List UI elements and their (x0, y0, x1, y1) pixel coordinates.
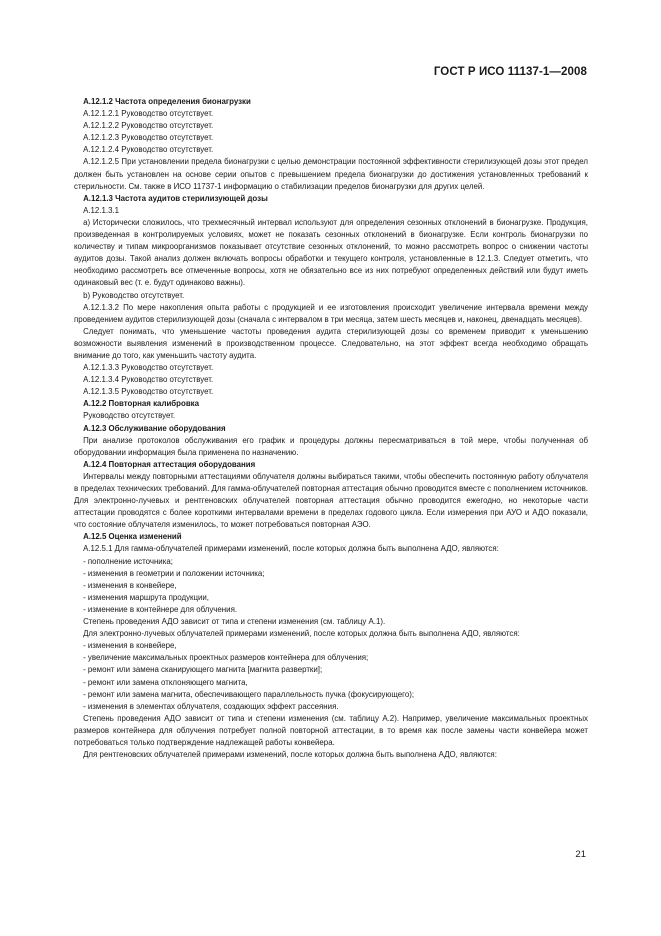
document-header: ГОСТ Р ИСО 11137-1—2008 (433, 66, 587, 78)
list-item: - изменения в конвейере, (83, 580, 177, 590)
paragraph: При анализе протоколов обслуживания его график и процедуры должны пересматриваться в той мере, чтобы полученная об оборудовании информация была применена по назначению. (74, 435, 588, 457)
paragraph: Степень проведения АДО зависит от типа и степени изменения (см. таблицу А.1). (83, 617, 386, 627)
paragraph: А.12.1.3.1 (83, 205, 120, 215)
paragraph: А.12.1.2.1 Руководство отсутствует. (83, 109, 214, 119)
paragraph: А.12.5.1 Для гамма-облучателей примерами изменений, после которых должна быть выполнена АДО, являются: (83, 544, 499, 554)
list-item: - ремонт или замена отклоняющего магнита, (83, 677, 248, 687)
paragraph: а) Исторически сложилось, что трехмесячный интервал используют для определения сезонных отклонений в бионагрузке. Продукция, произведенная в контролируемых условиях, может не показать сезонных отклонений в бионагрузке. Если контроль бионагрузки по количеству и типам микроорганизмов показывает отсутствие сезонных отклонений, то можно рассмотреть вопрос о снижении частоты аудитов дозы. Такой анализ должен включать вопросы обработки и текущего контроля, установленные в 12.1.3. Следует отметить, что необходимо рассмотреть все отмеченные вопросы, хотя не обязательно все из них потребуют определенных действий или будут иметь одинаковый вес (т. е. будут одинаково важны). (74, 217, 588, 288)
section-heading: А.12.1.2 Частота определения бионагрузки (83, 97, 251, 106)
list-item: - изменения в геометрии и положении источника; (83, 568, 265, 578)
list-item: - увеличение максимальных проектных размеров контейнера для облучения; (83, 653, 369, 663)
paragraph: А.12.1.2.5 При установлении предела бионагрузки с целью демонстрации постоянной эффективности стерилизующей дозы этот предел должен быть установлен на основе серии опытов с превышением предела бионагрузки до достижения установленных требований к стерильности. См. также в ИСО 11737-1 информацию о стабилизации пределов бионагрузки для других целей. (74, 157, 588, 191)
section-heading: А.12.4 Повторная аттестация оборудования (83, 459, 256, 469)
list-item: - изменения в конвейере, (83, 641, 177, 651)
paragraph: Степень проведения АДО зависит от типа и степени изменения (см. таблицу А.2). Например, увеличение максимальных проектных размеров контейнера для облучения потребует полной повторной аттестации, в то время как после замены части конвейера может потребоваться только подтверждение надлежащей работы конвейера. (74, 713, 588, 747)
paragraph: Для рентгеновских облучателей примерами изменений, после которых должна быть выполнена АДО, являются: (83, 750, 497, 760)
section-heading: А.12.3 Обслуживание оборудования (83, 423, 226, 433)
paragraph: А.12.1.3.5 Руководство отсутствует. (83, 387, 214, 397)
list-item: - изменения маршрута продукции, (83, 592, 210, 602)
paragraph: Для электронно-лучевых облучателей примерами изменений, после которых должна быть выполнена АДО, являются: (83, 629, 520, 639)
paragraph: А.12.1.2.4 Руководство отсутствует. (83, 145, 214, 155)
paragraph: А.12.1.3.3 Руководство отсутствует. (83, 363, 214, 373)
paragraph: Интервалы между повторными аттестациями облучателя должны выбираться такими, чтобы обеспечить постоянную работу облучателя в пределах технических требований. Для гамма-облучателей повторная аттестация обычно проводится вместе с пополнением источников. Для электронно-лучевых и рентгеновских облучателей повторная аттестация обычно проводится ежегодно, но некоторые части аттестации проводятся с более короткими интервалами времени в пределах годового цикла. Если измерения при АУО и АДО показали, что состояние облучателя изменилось, то может потребоваться повторная АЭО. (74, 471, 588, 530)
paragraph: Руководство отсутствует. (83, 411, 176, 421)
list-item: - ремонт или замена магнита, обеспечивающего параллельность пучка (фокусирующего); (83, 689, 415, 699)
page-number: 21 (575, 849, 586, 860)
paragraph: А.12.1.2.3 Руководство отсутствует. (83, 133, 214, 143)
document-body (74, 96, 588, 761)
list-item: - ремонт или замена сканирующего магнита [магнита развертки]; (83, 665, 323, 675)
paragraph: Следует понимать, что уменьшение частоты проведения аудита стерилизующей дозы со временем приводит к уменьшению возможности выявления изменений в производственном процессе. Следовательно, на этот эффект всегда необходимо обращать внимание до того, как уменьшить частоту аудита. (74, 326, 588, 360)
section-heading: А.12.5 Оценка изменений (83, 532, 182, 542)
paragraph: А.12.1.2.2 Руководство отсутствует. (83, 121, 214, 131)
section-heading: А.12.2 Повторная калибровка (83, 399, 200, 409)
section-heading: А.12.1.3 Частота аудитов стерилизующей дозы (83, 193, 268, 203)
paragraph: А.12.1.3.2 По мере накопления опыта работы с продукцией и ее изготовления происходит увеличение интервала времени между проведением аудитов стерилизующей дозы (сначала с интервалом в три месяца, затем шесть месяцев и, наконец, двенадцать месяцев). (74, 302, 588, 324)
paragraph: А.12.1.3.4 Руководство отсутствует. (83, 375, 214, 385)
paragraph: b) Руководство отсутствует. (83, 290, 185, 300)
list-item: - изменение в контейнере для облучения. (83, 604, 238, 614)
list-item: - пополнение источника; (83, 556, 173, 566)
list-item: - изменения в элементах облучателя, создающих эффект рассеяния. (83, 701, 339, 711)
